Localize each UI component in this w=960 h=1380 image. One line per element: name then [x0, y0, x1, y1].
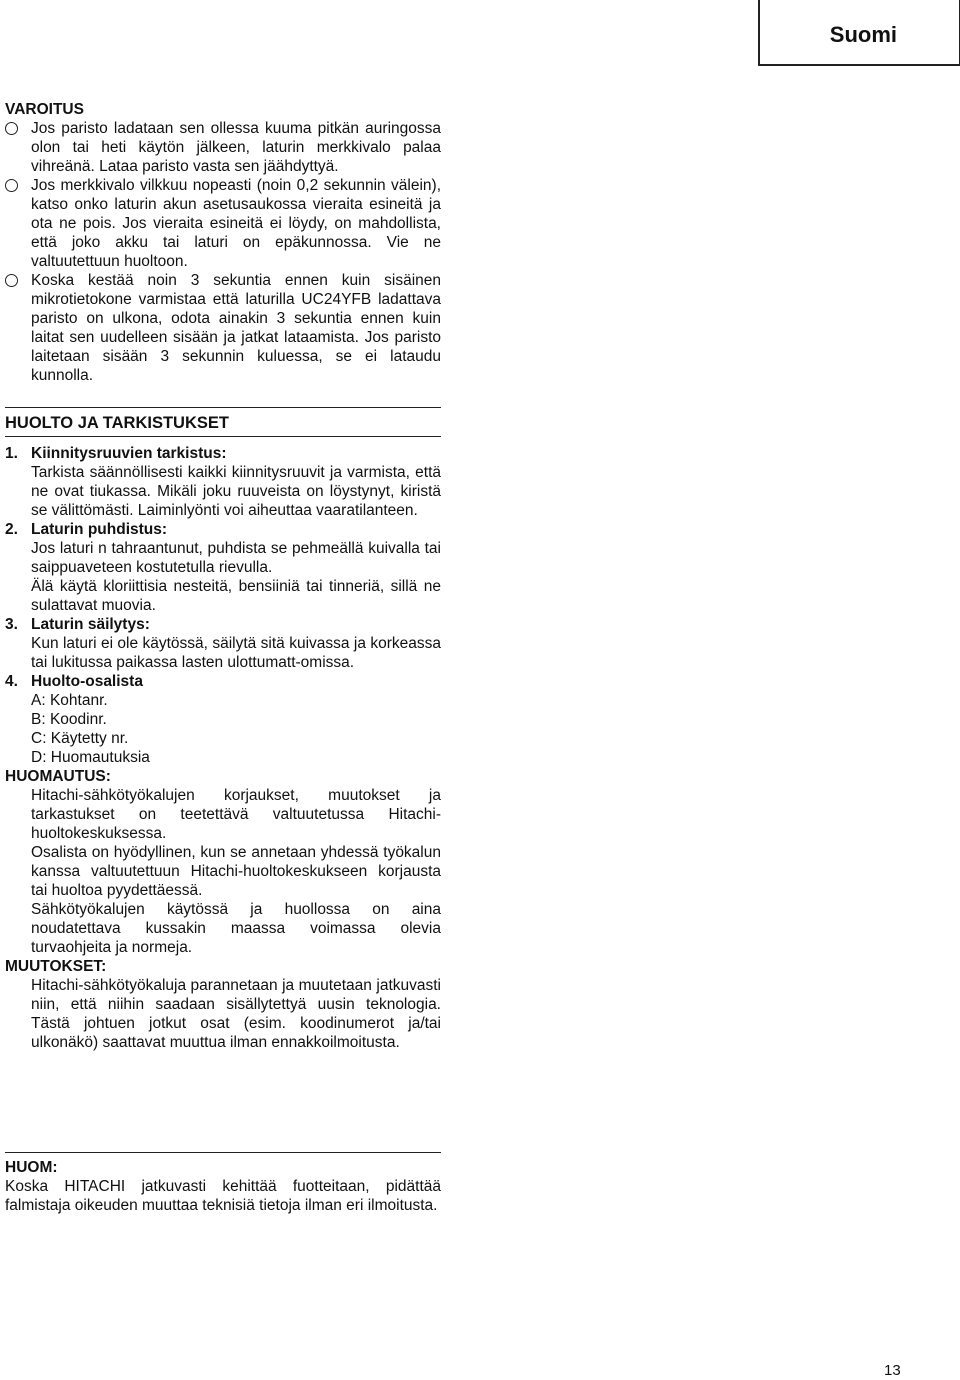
- note-box: [5, 1152, 441, 1215]
- muutokset-title: MUUTOKSET:: [5, 958, 107, 975]
- language-tab: [758, 0, 960, 66]
- parts-list-item: C: Käytetty nr.: [31, 730, 129, 747]
- section-heading: HUOLTO JA TARKISTUKSET: [5, 407, 441, 434]
- page-number: 13: [884, 1362, 901, 1379]
- muutokset-paragraph: Hitachi-sähkötyökaluja parannetaan ja muutetaan jatkuvasti niin, että niihin saadaan sisällytettyä uusin teknologia. Tästä johtuen jotkut osat (esim. koodinumerot ja/tai ulkonäkö) saattavat muuttua ilman ennakkoilmoitusta.: [31, 977, 441, 1051]
- huomautus-paragraph: Hitachi-sähkötyökalujen korjaukset, muutokset ja tarkastukset on teetettävä valtuutetussa Hitachi-huoltokeskuksessa.: [31, 787, 441, 842]
- main-column: [5, 100, 441, 1052]
- huomautus-title: HUOMAUTUS:: [5, 768, 111, 785]
- section-paragraph: Jos laturi n tahraantunut, puhdista se pehmeällä kuivalla tai saippuaveteen kostutetulla rievulla.: [31, 540, 441, 576]
- bullet-circle-icon: [5, 179, 18, 192]
- note-title: HUOM:: [5, 1159, 58, 1176]
- parts-list-item: D: Huomautuksia: [31, 749, 150, 766]
- parts-list-item: B: Koodinr.: [31, 711, 107, 728]
- parts-list-item: A: Kohtanr.: [31, 692, 108, 709]
- section-paragraph: Tarkista säännöllisesti kaikki kiinnitysruuvit ja varmista, että ne ovat tiukassa. Mikäli joku ruuveista on löystynyt, kiristä se välittömästi. Laiminlyönti voi aiheuttaa vaaratilanteen.: [31, 464, 441, 519]
- warning-item: Jos merkkivalo vilkkuu nopeasti (noin 0,2 sekunnin välein), katso onko laturin akun asetusaukossa vieraita esineitä ja ota ne pois. Jos vieraita esineitä ei löydy, on mahdollista, että joko akku tai laturi on epäkunnossa. Vie ne valtuutettuun huoltoon.: [5, 176, 441, 271]
- numbered-section-title: 1. Kiinnitysruuvien tarkistus:: [5, 445, 227, 462]
- numbered-section-title: 4. Huolto-osalista: [5, 673, 143, 690]
- section-paragraph: Kun laturi ei ole käytössä, säilytä sitä kuivassa ja korkeassa tai lukitussa paikassa lasten ulottumatt-omissa.: [31, 635, 441, 671]
- bullet-circle-icon: [5, 274, 18, 287]
- huomautus-paragraph: Sähkötyökalujen käytössä ja huollossa on aina noudatettava kussakin maassa voimassa olevia turvaohjeita ja normeja.: [31, 901, 441, 956]
- section-paragraph: Älä käytä kloriittisia nesteitä, bensiiniä tai tinneriä, sillä ne sulattavat muovia.: [31, 578, 441, 614]
- language-label: Suomi: [829, 22, 897, 47]
- huomautus-paragraph: Osalista on hyödyllinen, kun se annetaan yhdessä työkalun kanssa valtuutettuun Hitachi-huoltokeskukseen korjausta tai huoltoa pyydettäessä.: [31, 844, 441, 899]
- warning-title: VAROITUS: [5, 101, 84, 118]
- heading-divider: [5, 436, 441, 437]
- warning-item: Jos paristo ladataan sen ollessa kuuma pitkän auringossa olon tai heti käytön jälkeen, laturin merkkivalo palaa vihreänä. Lataa paristo vasta sen jäähdyttyä.: [5, 119, 441, 176]
- warning-item: Koska kestää noin 3 sekuntia ennen kuin sisäinen mikrotietokone varmistaa että laturilla UC24YFB ladattava paristo on ulkona, odota ainakin 3 sekuntia ennen kuin laitat sen uudelleen sisään ja jatkat lataamista. Jos paristo laitetaan sisään 3 sekunnin kuluessa, se ei lataudu kunnolla.: [5, 271, 441, 385]
- bullet-circle-icon: [5, 122, 18, 135]
- numbered-section-title: 2. Laturin puhdistus:: [5, 521, 168, 538]
- note-text: Koska HITACHI jatkuvasti kehittää fuotteitaan, pidättää falmistaja oikeuden muuttaa teknisiä tietoja ilman eri ilmoitusta.: [5, 1178, 441, 1214]
- numbered-section-title: 3. Laturin säilytys:: [5, 616, 150, 633]
